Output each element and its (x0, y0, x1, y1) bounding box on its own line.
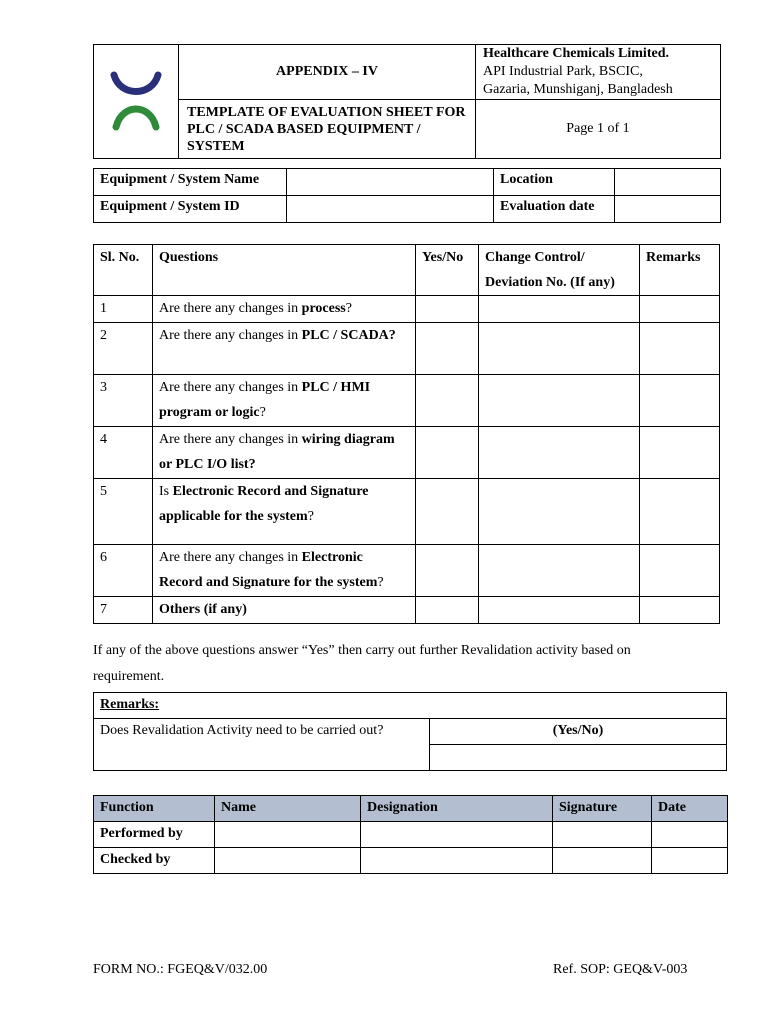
equipment-name-field[interactable] (287, 169, 494, 196)
question-rows (94, 296, 720, 624)
yes-no-field[interactable] (416, 296, 479, 323)
equipment-id-field[interactable] (287, 196, 494, 223)
yes-no-field[interactable] (416, 597, 479, 624)
question-text (153, 296, 416, 323)
equipment-id-label: Equipment / System ID (94, 196, 287, 223)
checked-by-date-field[interactable] (652, 848, 728, 874)
question-text-segment: ? (307, 509, 314, 524)
remarks-field[interactable] (640, 479, 720, 545)
question-text (153, 375, 416, 427)
questions-table (93, 244, 720, 624)
equipment-info-table (93, 168, 721, 223)
performed-by-date-field[interactable] (652, 822, 728, 848)
change-control-field[interactable] (479, 427, 640, 479)
question-text-segment: Are there any changes in (159, 380, 302, 395)
col-function: Function (94, 796, 215, 822)
performed-by-designation-field[interactable] (361, 822, 553, 848)
remarks-field[interactable] (640, 323, 720, 375)
question-number: 6 (94, 545, 153, 597)
form-number: FORM NO.: FGEQ&V/032.00 (93, 962, 268, 977)
question-text-segment: wiring diagram or PLC I/O list? (159, 432, 395, 472)
yes-no-field[interactable] (416, 479, 479, 545)
question-text-segment: Electronic Record and Signature applicable for the system (159, 484, 369, 524)
checked-by-label: Checked by (94, 848, 215, 874)
company-name: Healthcare Chemicals Limited. (483, 46, 669, 61)
question-text-segment: ? (345, 301, 352, 316)
question-text (153, 597, 416, 624)
change-control-field[interactable] (479, 597, 640, 624)
yes-no-field[interactable] (416, 427, 479, 479)
yes-no-field[interactable] (416, 375, 479, 427)
remarks-title (94, 693, 727, 719)
question-text (153, 479, 416, 545)
equipment-name-label: Equipment / System Name (94, 169, 287, 196)
question-text-segment: PLC / SCADA? (301, 328, 396, 343)
evaluation-date-field[interactable] (615, 196, 721, 223)
revalidation-note: If any of the above questions answer “Yes” then carry out further Revalidation activity based on requirement. (93, 643, 631, 684)
remarks-title-text: Remarks: (100, 697, 160, 712)
question-text-segment: Is (159, 484, 173, 499)
question-text-segment: Are there any changes in (159, 328, 302, 343)
revalidation-answer-field[interactable] (430, 745, 727, 771)
change-control-field[interactable] (479, 545, 640, 597)
remarks-field[interactable] (640, 375, 720, 427)
question-row (94, 427, 720, 479)
performed-by-label: Performed by (94, 822, 215, 848)
question-row (94, 296, 720, 323)
question-number: 3 (94, 375, 153, 427)
change-control-field[interactable] (479, 323, 640, 375)
question-row (94, 545, 720, 597)
template-title: TEMPLATE OF EVALUATION SHEET FOR PLC / SCADA BASED EQUIPMENT / SYSTEM (179, 100, 476, 159)
question-text-segment: Are there any changes in (159, 301, 302, 316)
yes-no-field[interactable] (416, 545, 479, 597)
question-row (94, 375, 720, 427)
question-number: 4 (94, 427, 153, 479)
revalidation-question: Does Revalidation Activity need to be carried out? (94, 719, 430, 771)
location-field[interactable] (615, 169, 721, 196)
change-control-field[interactable] (479, 296, 640, 323)
performed-by-name-field[interactable] (215, 822, 361, 848)
question-row (94, 323, 720, 375)
document-header (93, 44, 721, 159)
question-text-segment: Are there any changes in (159, 550, 302, 565)
question-text (153, 427, 416, 479)
col-questions: Questions (153, 245, 416, 296)
col-date: Date (652, 796, 728, 822)
question-text-segment: Are there any changes in (159, 432, 302, 447)
remarks-table (93, 692, 727, 771)
question-number: 7 (94, 597, 153, 624)
remarks-field[interactable] (640, 296, 720, 323)
address-line-2: Gazaria, Munshiganj, Bangladesh (483, 82, 673, 97)
checked-by-name-field[interactable] (215, 848, 361, 874)
logo-icon (94, 45, 178, 153)
question-text-segment: ? (259, 405, 266, 420)
checked-by-designation-field[interactable] (361, 848, 553, 874)
page-number: Page 1 of 1 (476, 100, 721, 159)
ref-sop: Ref. SOP: GEQ&V-003 (553, 962, 688, 977)
change-control-field[interactable] (479, 375, 640, 427)
remarks-field[interactable] (640, 545, 720, 597)
company-logo (94, 45, 179, 159)
question-number: 1 (94, 296, 153, 323)
question-text (153, 323, 416, 375)
question-text-segment: Electronic Record and Signature for the system (159, 550, 378, 590)
question-number: 2 (94, 323, 153, 375)
signoff-table (93, 795, 728, 874)
question-text (153, 545, 416, 597)
location-label: Location (494, 169, 615, 196)
col-remarks: Remarks (640, 245, 720, 296)
change-control-field[interactable] (479, 479, 640, 545)
col-yes-no: Yes/No (416, 245, 479, 296)
question-text-segment: process (301, 301, 346, 316)
col-change-control (479, 245, 640, 296)
remarks-field[interactable] (640, 427, 720, 479)
performed-by-signature-field[interactable] (553, 822, 652, 848)
evaluation-date-label: Evaluation date (494, 196, 615, 223)
col-change-control-line2: Deviation No. (If any) (485, 275, 615, 290)
address-line-1: API Industrial Park, BSCIC, (483, 64, 643, 79)
col-sl-no: Sl. No. (94, 245, 153, 296)
yes-no-field[interactable] (416, 323, 479, 375)
question-text-segment: ? (377, 575, 384, 590)
col-change-control-line1: Change Control/ (485, 250, 585, 265)
question-row (94, 597, 720, 624)
question-text-segment: Others (if any) (159, 602, 247, 617)
remarks-field[interactable] (640, 597, 720, 624)
yes-no-label: (Yes/No) (430, 719, 727, 745)
question-number: 5 (94, 479, 153, 545)
col-name: Name (215, 796, 361, 822)
appendix-label: APPENDIX – IV (179, 45, 476, 100)
question-row (94, 479, 720, 545)
col-designation: Designation (361, 796, 553, 822)
checked-by-signature-field[interactable] (553, 848, 652, 874)
company-info (476, 45, 721, 100)
col-signature: Signature (553, 796, 652, 822)
question-text-segment: PLC / HMI program or logic (159, 380, 371, 420)
